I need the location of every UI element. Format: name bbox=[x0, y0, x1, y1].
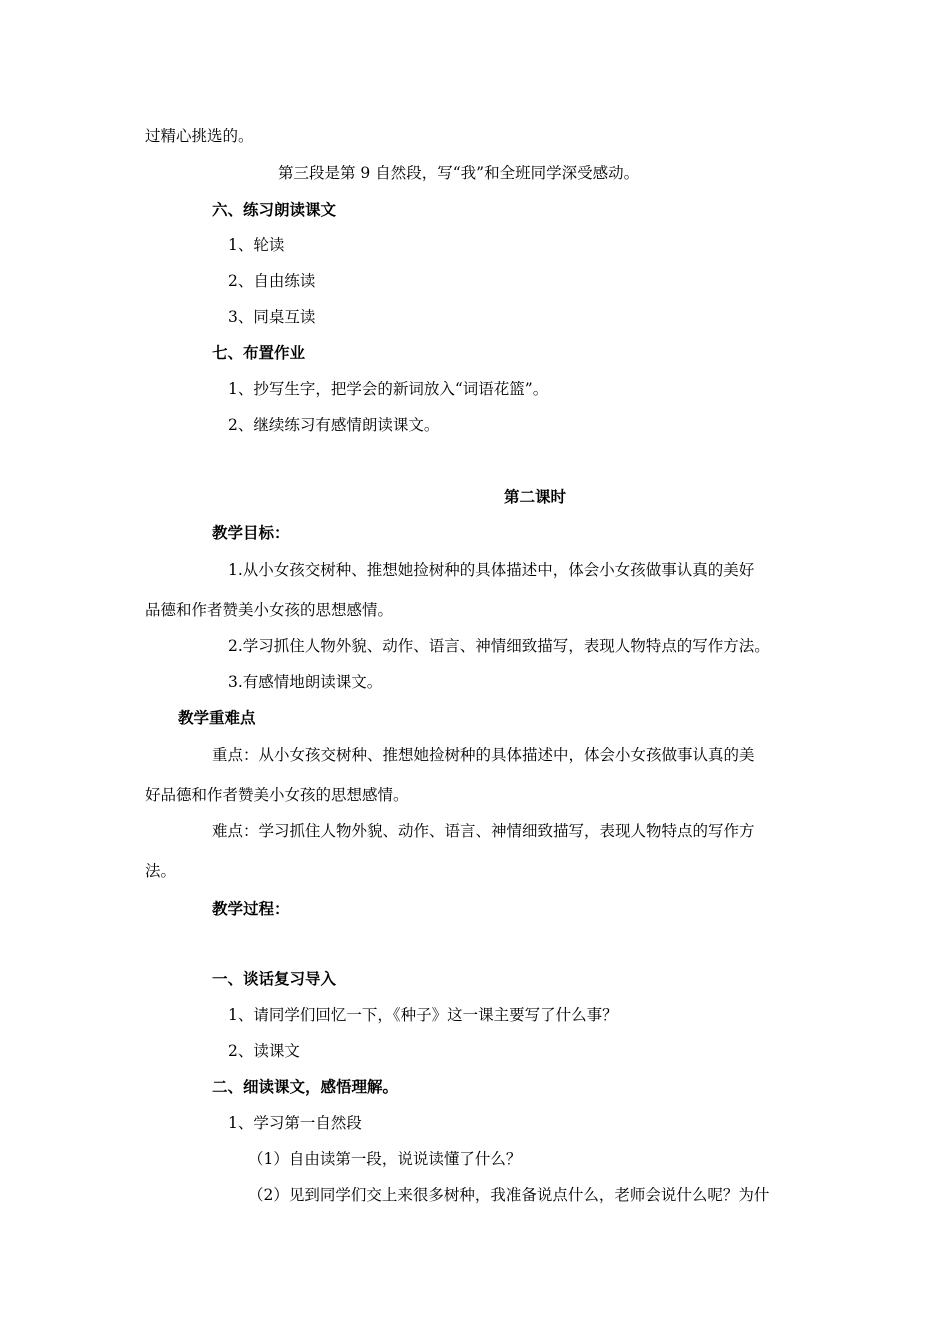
paragraph-continuation: 过精心挑选的。 bbox=[145, 127, 254, 145]
list-item: 3、同桌互读 bbox=[228, 308, 316, 326]
list-item: 1、抄写生字，把学会的新词放入“词语花篮”。 bbox=[228, 380, 549, 398]
objective-item: 2.学习抓住人物外貌、动作、语言、神情细致描写，表现人物特点的写作方法。 bbox=[228, 637, 770, 655]
sub-list-item: （1）自由读第一段，说说读懂了什么？ bbox=[248, 1150, 522, 1168]
objective-item: 3.有感情地朗读课文。 bbox=[228, 673, 383, 691]
heading-step-one: 一、谈话复习导入 bbox=[212, 970, 337, 988]
objective-continuation: 品德和作者赞美小女孩的思想感情。 bbox=[145, 601, 394, 619]
list-item: 1、轮读 bbox=[228, 236, 285, 254]
list-item: 2、继续练习有感情朗读课文。 bbox=[228, 416, 440, 434]
heading-six: 六、练习朗读课文 bbox=[212, 201, 337, 219]
section-title: 第二课时 bbox=[504, 488, 567, 506]
key-point: 重点：从小女孩交树种、推想她捡树种的具体描述中，体会小女孩做事认真的美 bbox=[212, 746, 755, 764]
difficult-point-continuation: 法。 bbox=[145, 862, 177, 880]
heading-objectives: 教学目标： bbox=[212, 524, 290, 542]
list-item: 2、自由练读 bbox=[228, 272, 316, 290]
heading-seven: 七、布置作业 bbox=[212, 344, 306, 362]
heading-process: 教学过程： bbox=[212, 900, 290, 918]
heading-key-points: 教学重难点 bbox=[178, 709, 256, 727]
paragraph-third-section: 第三段是第 9 自然段，写“我”和全班同学深受感动。 bbox=[278, 164, 640, 182]
heading-step-two: 二、细读课文，感悟理解。 bbox=[212, 1078, 399, 1096]
key-point-continuation: 好品德和作者赞美小女孩的思想感情。 bbox=[145, 786, 409, 804]
list-item: 2、读课文 bbox=[228, 1042, 300, 1060]
sub-list-item: （2）见到同学们交上来很多树种，我准备说点什么，老师会说什么呢？为什 bbox=[248, 1186, 770, 1204]
objective-item: 1.从小女孩交树种、推想她捡树种的具体描述中，体会小女孩做事认真的美好 bbox=[228, 561, 755, 579]
list-item: 1、学习第一自然段 bbox=[228, 1114, 362, 1132]
difficult-point: 难点：学习抓住人物外貌、动作、语言、神情细致描写，表现人物特点的写作方 bbox=[212, 822, 755, 840]
list-item: 1、请同学们回忆一下，《种子》这一课主要写了什么事？ bbox=[228, 1006, 618, 1024]
